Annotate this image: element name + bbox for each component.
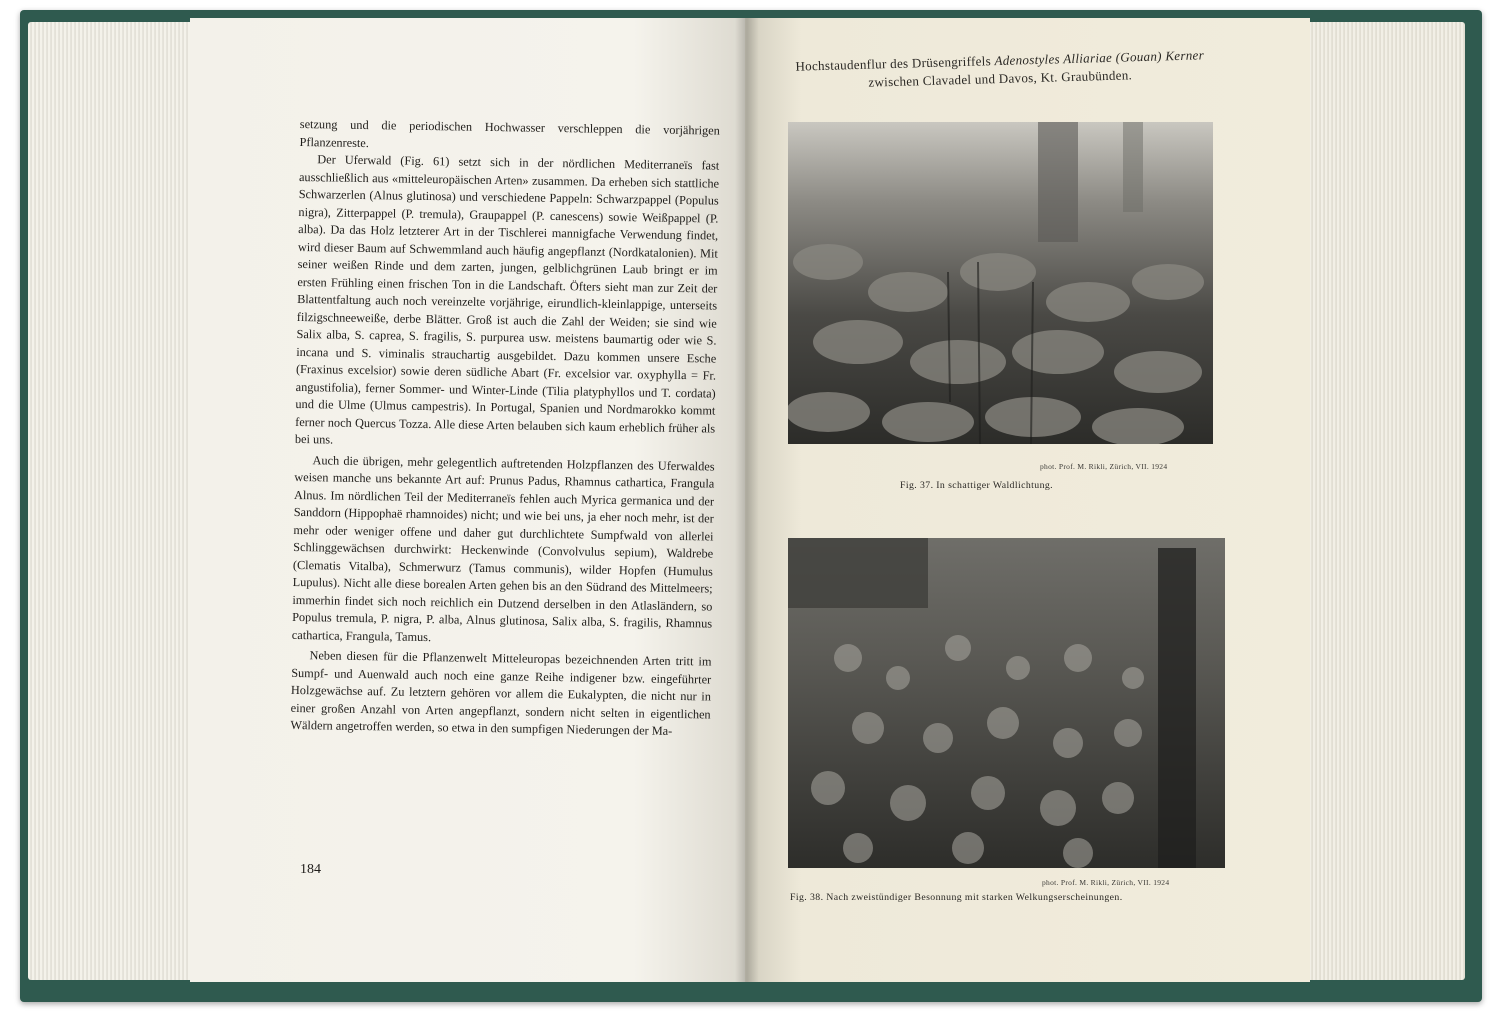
- plate-title-location: zwischen Clavadel und Davos, Kt. Graubünden.: [868, 67, 1133, 90]
- paragraph: Neben diesen für die Pflanzenwelt Mitteleuropas bezeichnenden Arten tritt im Sumpf- und Auenwald auch noch eine ganze Reihe indigener bzw. eingeführter Holzgewächse auf. Zu letztern gehören vor allem die Eukalypten, die nicht nur in einer großen Anzahl von Arten angepflanzt, sondern nicht selten in eigentlichen Wäldern angetroffen werden, so etwa in den sumpfigen Niederungen der Ma-: [290, 648, 712, 738]
- plate-title-species: Adenostyles Alliariae (Gouan) Kerner: [994, 47, 1205, 69]
- photo-fig-37: [788, 122, 1213, 444]
- book-gutter: [735, 18, 759, 982]
- paragraph: setzung und die periodischen Hochwasser verschleppen die vorjährigen Pflanzenreste.: [299, 116, 720, 150]
- paragraph: Auch die übrigen, mehr gelegentlich auftretenden Holzpflanzen des Uferwaldes weisen manche uns bekannte Art auf: Prunus Padus, Rhamnus cathartica, Frangula Alnus. Im nördlichen Teil der Mediterraneïs fehlen auch Myrica germanica und der Sanddorn (Hippophaë rhamnoides) nicht; und wie bei uns, ja eher noch mehr, ist der mehr oder weniger offene und daher gut durchlichtete Sumpfwald von allerlei Schlinggewächsen durchwirkt: Heckenwinde (Convolvulus sepium), Waldrebe (Clematis Vitalba), Schmerwurz (Tamus communis), wilder Hopfen (Humulus Lupulus). Nicht alle diese borealen Arten gehen bis an den Südrand des Mittelmeers; immerhin findet sich noch reichlich ein Dutzend derselben in den Atlasländern, so Populus tremula, P. nigra, P. alba, Alnus glutinosa, Salix alba, S. fragilis, Rhamnus cathartica, Frangula, Tamus.: [291, 452, 715, 644]
- page-number: 184: [300, 862, 321, 877]
- figure-caption: Fig. 38. Nach zweistündiger Besonnung mit starken Welkungserscheinungen.: [790, 892, 1123, 903]
- right-page-edges: [1305, 22, 1465, 980]
- plate-title-part: Hochstaudenflur des Drüsengriffels: [795, 53, 992, 74]
- photo-fig-38: [788, 538, 1225, 868]
- photo-credit: phot. Prof. M. Rikli, Zürich, VII. 1924: [1040, 462, 1168, 471]
- paragraph: Der Uferwald (Fig. 61) setzt sich in der nördlichen Mediterraneïs fast ausschließlich aus «mitteleuropäischen Arten» zusammen. Da erheben sich stattliche Schwarzerlen (Alnus glutinosa) und verschiedene Pappeln: Schwarzpappel (Populus nigra), Zitterpappel (P. tremula), Graupappel (P. canescens) sowie Weißpappel (P. alba). Da das Holz letzterer Art in der Tischlerei mannigfache Verwendung findet, wird dieser Baum auf Schwemmland auch häufig angepflanzt (Nordkatalonien). Mit seiner weißen Rinde und dem zarten, jungen, gelblichgrünen Laub bringt er im ersten Frühling einen frischen Ton in die Landschaft. Öfters sieht man zur Zeit der Blattentfaltung auch noch vereinzelte vorjährige, eirundlich-kleinlappige, unterseits filzigschneeweiße, derbe Blätter. Groß ist auch die Zahl der Weiden; sie sind wie Salix alba, S. caprea, S. fragilis, S. purpurea usw. meistens baumartig oder wie S. incana und S. viminalis strauchartig ausgebildet. Dazu kommen unsere Esche (Fraxinus excelsior) sowie deren südliche Abart (Fr. excelsior var. oxyphylla = Fr. angustifolia), ferner Sommer- und Winter-Linde (Tilia platyphyllos und T. cordata) und die Ulme (Ulmus campestris). In Portugal, Spanien und Nordmarokko kommt ferner noch Quercus Tozza. Alle diese Arten belauben sich kaum erheblich früher als bei uns.: [294, 152, 720, 447]
- photo-credit: phot. Prof. M. Rikli, Zürich, VII. 1924: [1042, 878, 1170, 887]
- left-page-edges: [28, 22, 198, 980]
- figure-caption: Fig. 37. In schattiger Waldlichtung.: [900, 480, 1054, 491]
- body-text: [290, 116, 720, 741]
